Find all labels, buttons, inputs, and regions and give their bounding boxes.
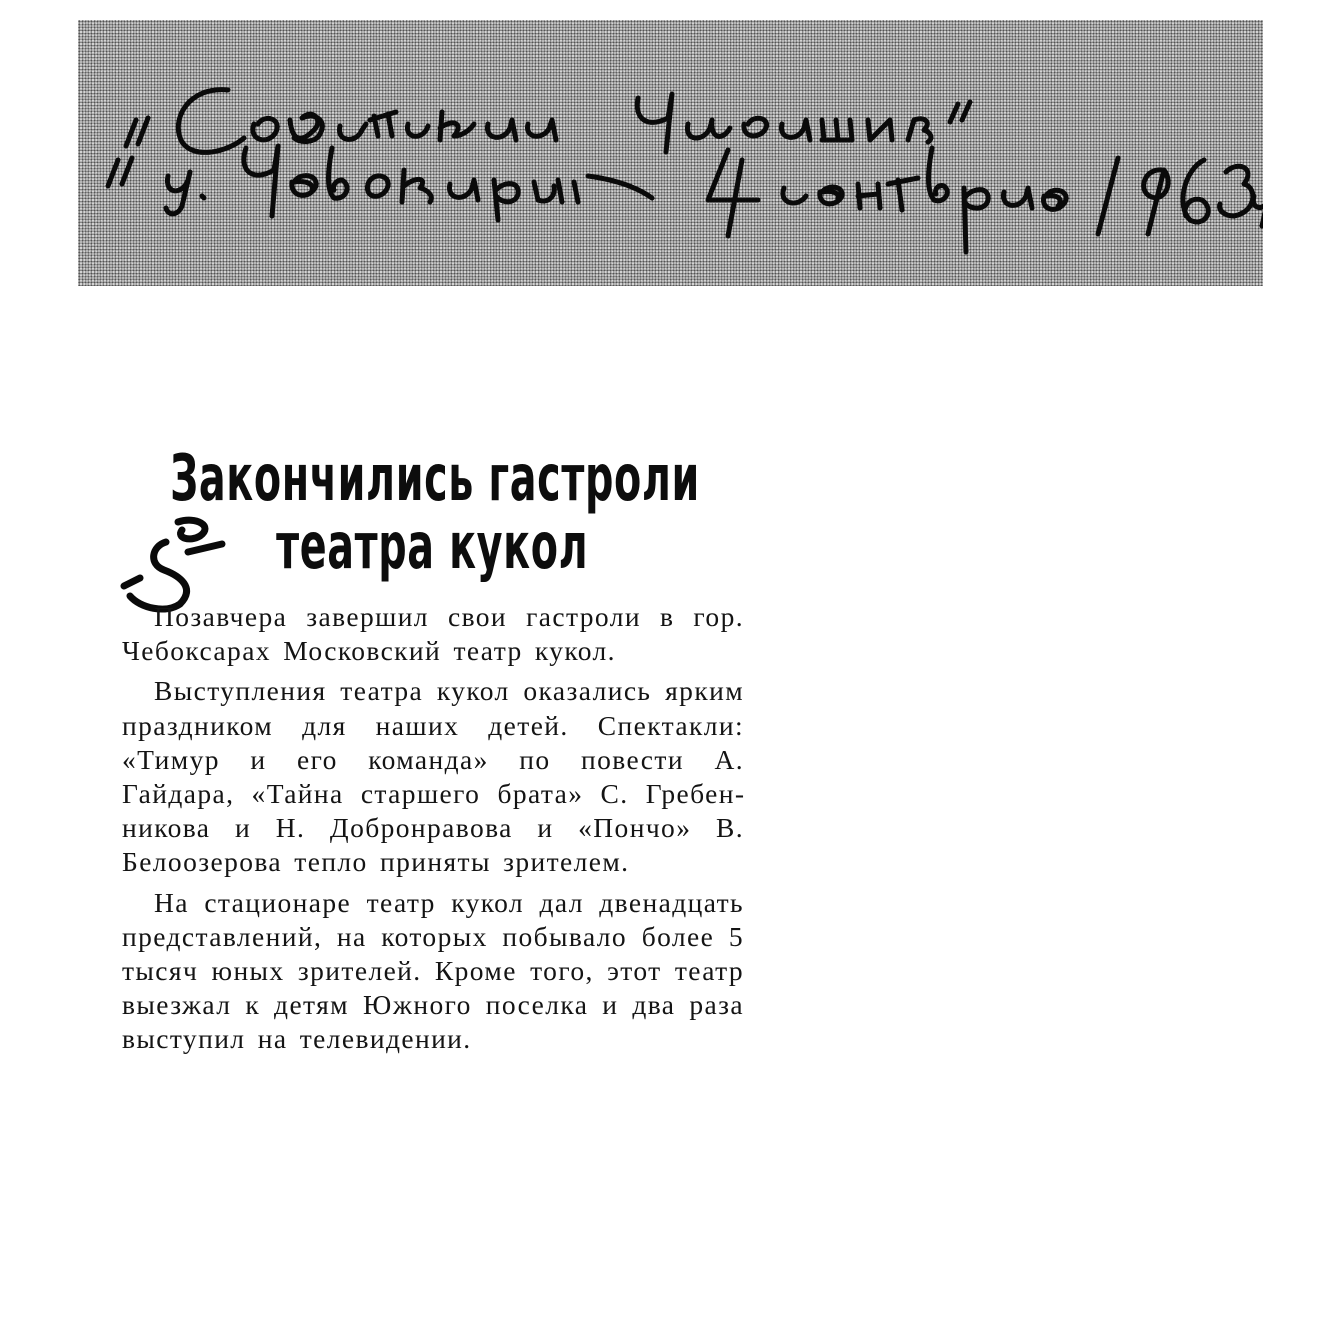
headline-line-2: театра кукол [276,510,589,584]
paragraph-1: Позавчера завершил свои гастроли в гор. Чебоксарах Московский театр кукол. [122,601,744,667]
paragraph-2: Выступления театра кукол оказались ярким праздником для наших детей. Спектакли: «Тимур и его команда» по повести А. Гайдара, «Тайна старшего брата» С. Гребенникова и Н. Добронравова и «Пончо» В. Белоозерова тепло приняты зрителем. [122,675,744,878]
headline-line-1: Закончились гастроли [170,442,700,516]
newspaper-clipping [118,430,748,1220]
article-body [122,600,744,1063]
handwritten-source-label [78,20,1263,286]
handwritten-signature-text [78,20,1263,286]
paragraph-3: На стационаре театр кукол дал двенадцать представлений, на которых побывало более 5 тысяч юных зрителей. Кроме того, этот театр выезжал к детям Южного поселка и два раза выступил на телевидении. [122,886,744,1055]
